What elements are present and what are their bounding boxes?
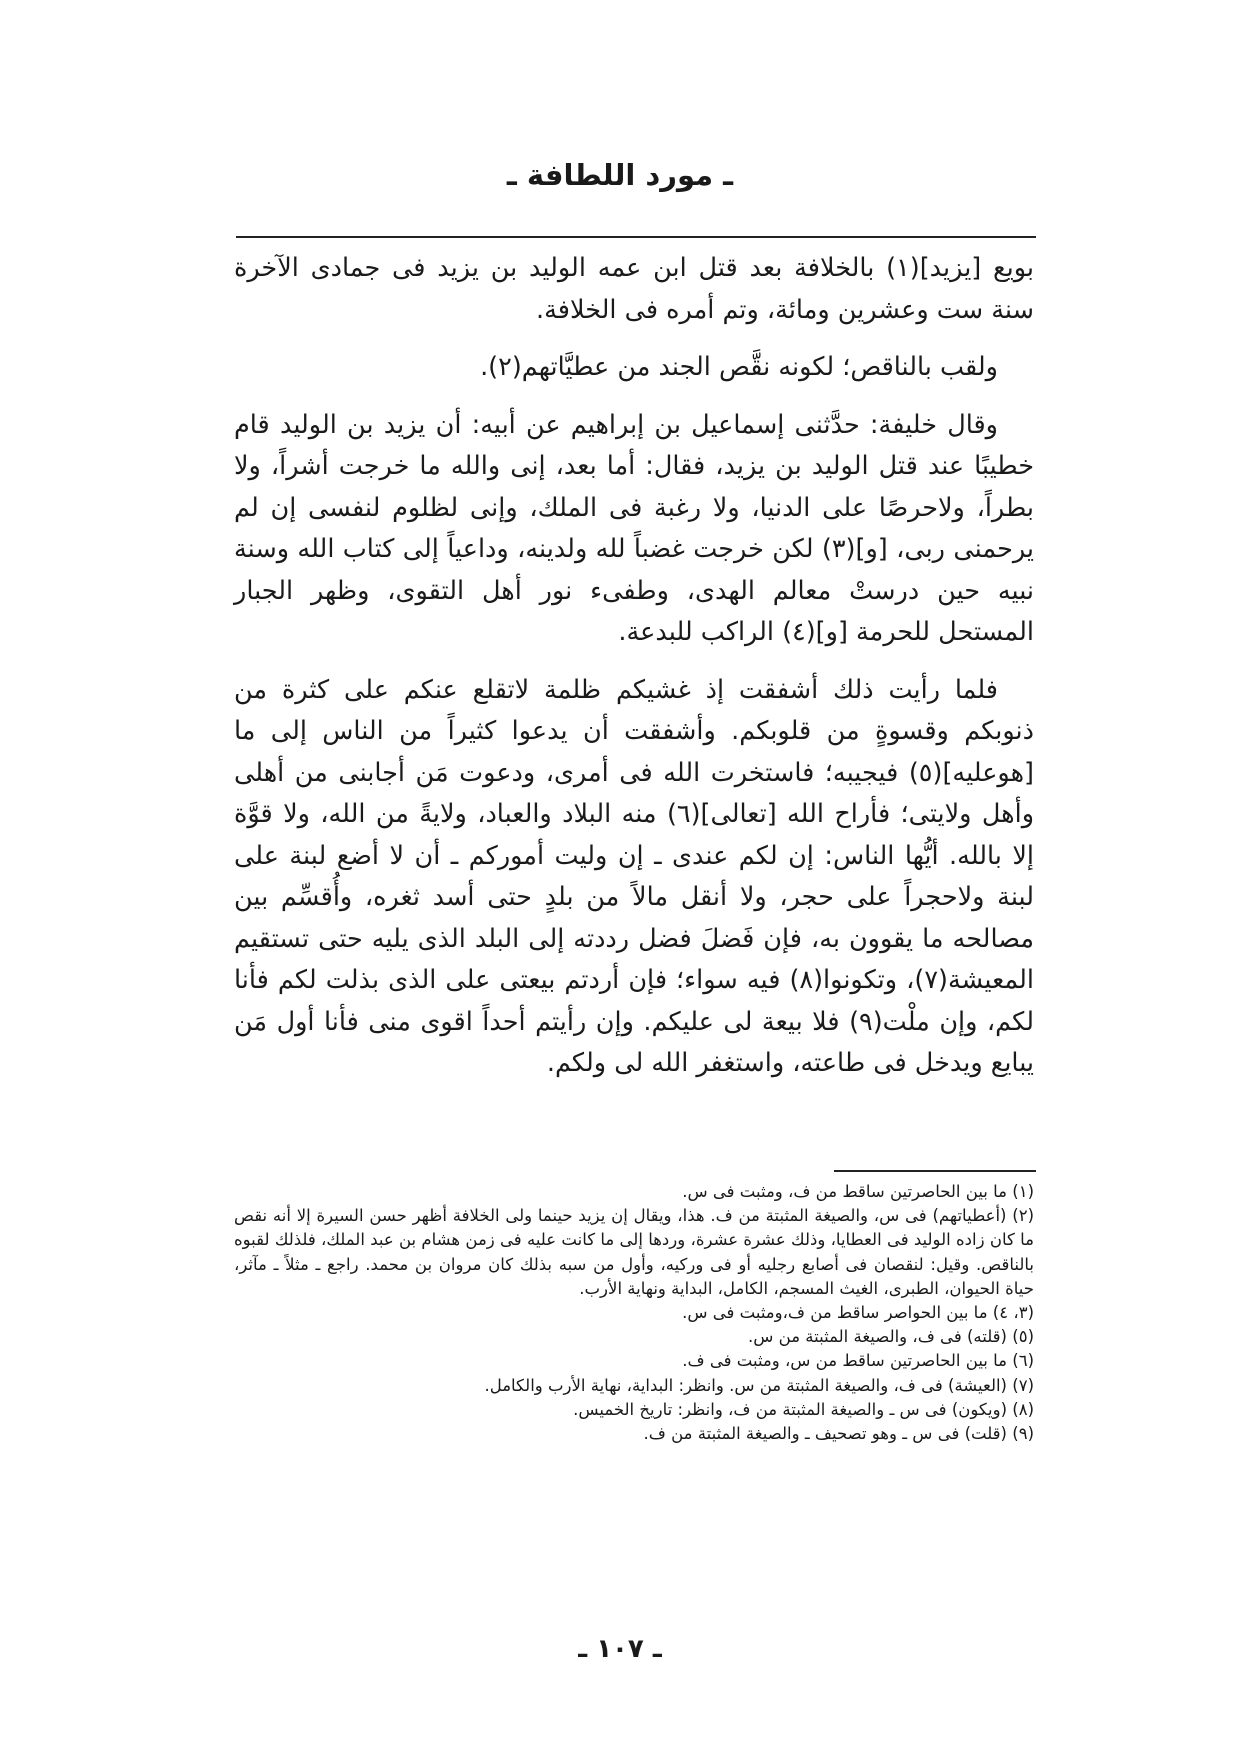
footnote: (٨) (ويكون) فى س ـ والصيغة المثبتة من ف، وانظر: تاريخ الخميس. [573, 1399, 1034, 1419]
paragraph: فلما رأيت ذلك أشفقت إذ غشيكم ظلمة لاتقلع عنكم على كثرة من ذنوبكم وقسوةٍ من قلوبكم. وأشفقت أن يدعوا كثيراً من الناس إلى ما [هوعليه](٥) فيجيبه؛ فاستخرت الله فى أمرى، ودعوت مَن أجابنى من أهلى وأهل ولايتى؛ فأراح الله [تعالى](٦) منه البلاد والعباد، ولايةً من الله، ولا قوَّة إلا بالله. أيُّها الناس: إن لكم عندى ـ إن وليت أموركم ـ أن لا أضع لبنة على لبنة ولاحجراً على حجر، ولا أنقل مالاً من بلدٍ حتى أسد ثغره، وأُقسِّم بين مصالحه ما يقوون به، فإن فَضلَ فضل رددته إلى البلد الذى يليه حتى تستقيم المعيشة(٧)، وتكونوا(٨) فيه سواء؛ فإن أردتم بيعتى على الذى بذلت لكم فأنا لكم، وإن ملْت(٩) فلا بيعة لى عليكم. وإن رأيتم أحداً اقوى منى فأنا أول مَن يبايع ويدخل فى طاعته، واستغفر الله لى ولكم. [234, 674, 1035, 1078]
footnote: (٩) (قلت) فى س ـ وهو تصحيف ـ والصيغة المثبتة من ف. [643, 1424, 1034, 1444]
header-divider [236, 236, 1036, 238]
page-number: ـ ١٠٧ ـ [578, 1634, 662, 1664]
footnote-divider [834, 1170, 1036, 1172]
paragraph: وقال خليفة: حدَّثنى إسماعيل بن إبراهيم عن أبيه: أن يزيد بن الوليد قام خطيبًا عند قتل الوليد بن يزيد، فقال: أما بعد، إنى والله ما خرجت أشراً، ولا بطراً، ولاحرصًا على الدنيا، ولا رغبة فى الملك، وإنى لظلوم لنفسى إن لم يرحمنى ربى، [و](٣) لكن خرجت غضباً لله ولدينه، وداعياً إلى كتاب الله وسنة نبيه حين درستْ معالم الهدى، وطفىء نور أهل التقوى، وظهر الجبار المستحل للحرمة [و](٤) الراكب للبدعة. [234, 409, 1034, 647]
footnote: (٦) ما بين الحاصرتين ساقط من س، ومثبت فى ف. [682, 1351, 1034, 1371]
paragraph: بويع [يزيد](١) بالخلافة بعد قتل ابن عمه الوليد بن يزيد فى جمادى الآخرة سنة ست وعشرين ومائة، وتم أمره فى الخلافة. [234, 253, 1034, 325]
footnote: (٣، ٤) ما بين الحواصر ساقط من ف،ومثبت فى س. [682, 1303, 1034, 1323]
footnote: (١) ما بين الحاصرتين ساقط من ف، ومثبت فى س. [682, 1182, 1034, 1201]
paragraph: ولقب بالناقص؛ لكونه نقَّص الجند من عطيَّاتهم(٢). [480, 352, 998, 382]
main-text [234, 248, 1034, 1101]
running-head-title: ـ مورد اللطافة ـ [506, 158, 734, 192]
footnote: (٥) (قلته) فى ف، والصيغة المثبتة من س. [748, 1327, 1034, 1347]
footnote: (٧) (العيشة) فى ف، والصيغة المثبتة من س. وانظر: البداية، نهاية الأرب والكامل. [484, 1375, 1034, 1395]
footnote: (٢) (أعطياتهم) فى س، والصيغة المثبتة من ف. هذا، ويقال إن يزيد حينما ولى الخلافة أظهر حسن السيرة إلا أنه نقص ما كان زاده الوليد فى العطايا، وذلك عشرة عشرة، وردها إلى ما كانت عليه فى زمن هشام بن عبد الملك، فلذلك لقبوه بالناقص. وقيل: لنقصان فى أصابع رجليه أو فى وركيه، وأول من سبه بذلك كان مروان بن محمد. راجع ـ مثلاً ـ مآثر، حياة الحيوان، الطبرى، الغيث المسجم، الكامل، البداية ونهاية الأرب. [234, 1206, 1034, 1298]
footnotes [234, 1180, 1034, 1446]
